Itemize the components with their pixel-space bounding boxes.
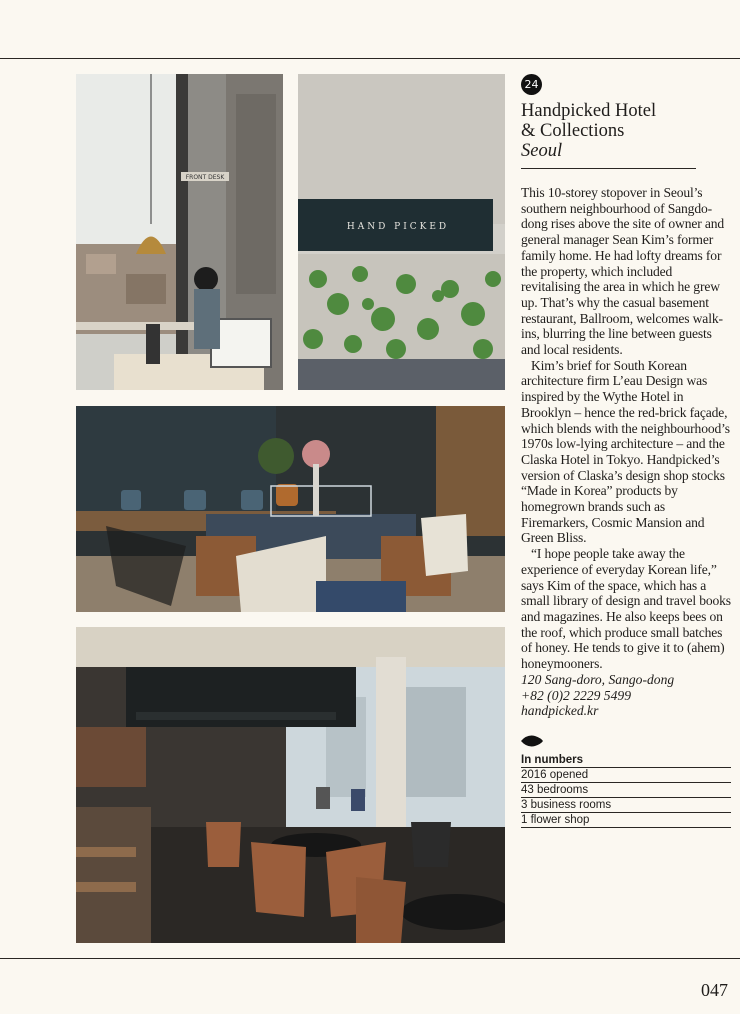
- numbers-row: 3 business rooms: [521, 798, 731, 813]
- paragraph-3: “I hope people take away the experience of everyday Korean life,” says Kim of the space, which has a small library of design and travel books and magazines. He also keeps bees on the roof, which produce small batches of honey. He tends to give it to (ahem) honeymooners.: [521, 546, 731, 672]
- numbers-heading: In numbers: [521, 754, 731, 768]
- article-column: [521, 74, 731, 828]
- paragraph-1: This 10-storey stopover in Seoul’s southern neighbourhood of Sangdo-dong rises above the site of owner and general manager Sean Kim’s former family home. He had lofty dreams for the property, which included revitalising the area in which he grew up. That’s why the casual basement restaurant, Ballroom, welcomes walk-ins, blurring the line between guests and local residents.: [521, 185, 725, 358]
- bottom-rule: [0, 958, 740, 959]
- listing-number-badge: 24: [521, 74, 542, 95]
- facade-sign-text: HAND PICKED: [346, 222, 450, 232]
- article-title: [521, 101, 731, 141]
- top-rule: [0, 58, 740, 59]
- website-link[interactable]: handpicked.kr: [521, 703, 599, 719]
- photo-front-desk: [76, 74, 283, 390]
- paragraph-2: Kim’s brief for South Korean architecture firm L’eau Design was inspired by the Wythe Hotel in Brooklyn – hence the red-brick façade, which blends with the neighbourhood’s 1970s low-lying architecture – and the Claska Hotel in Tokyo. Handpicked’s version of Claska’s design shop stocks “Made in Korea” products by homegrown brands such as Firemarkers, Cosmic Mansion and Green Bliss.: [521, 357, 730, 546]
- phone: +82 (0)2 2229 5499: [521, 687, 631, 703]
- page-number: 047: [701, 980, 728, 1000]
- numbers-row: 2016 opened: [521, 768, 731, 783]
- article-body: [521, 185, 731, 672]
- title-rule: [521, 168, 696, 169]
- article-city: Seoul: [521, 141, 563, 161]
- photo-restaurant: [76, 627, 505, 943]
- address: 120 Sang-doro, Sango-dong: [521, 671, 675, 687]
- numbers-row: 1 flower shop: [521, 813, 731, 828]
- front-desk-sign: FRONT DESK: [185, 174, 225, 181]
- numbers-row: 43 bedrooms: [521, 783, 731, 798]
- photo-facade-sign: [298, 74, 505, 390]
- title-line-1: Handpicked Hotel: [521, 101, 657, 121]
- photo-lounge: [76, 406, 505, 612]
- leaf-icon: [521, 733, 731, 752]
- title-line-2: & Collections: [521, 121, 625, 141]
